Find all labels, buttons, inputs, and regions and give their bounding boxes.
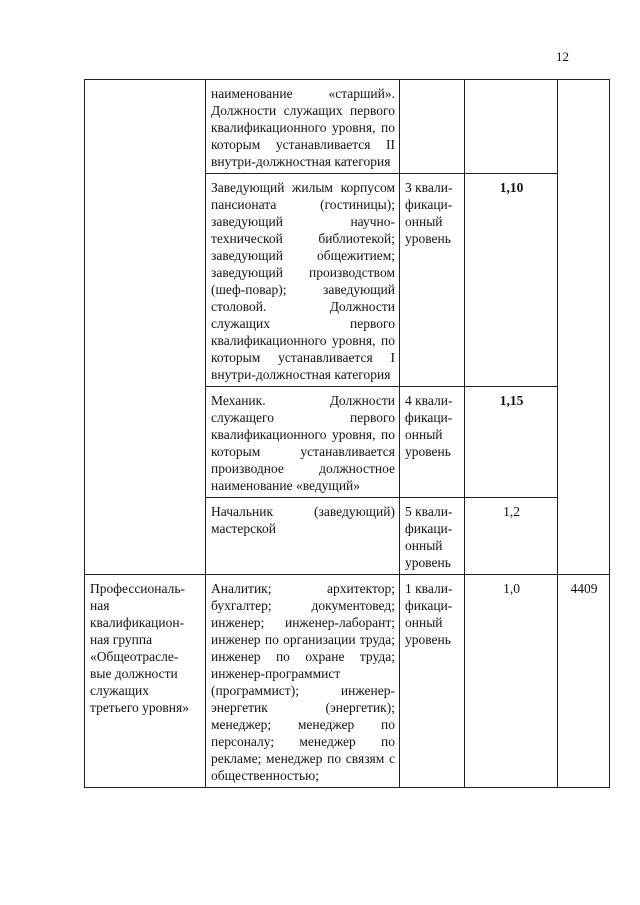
qualification-table [84,79,610,788]
coefficient-cell: 1,15 [465,387,558,498]
positions-cell: Начальник (заведующий) мастерской [206,498,400,575]
positions-cell: Аналитик; архитектор; бухгалтер; документовед; инженер; инженер-лаборант; инженер по организации труда; инженер по охране труда; инженер-программист (программист); инженер-энергетик (энергетик); менеджер; менеджер по персоналу; менеджер по рекламе; менеджер по связям с общественностью; [206,575,400,788]
positions-cell: наименование «старший». Должности служащих первого квалификационного уровня, по которым устанавливается II внутри-должностная категория [206,80,400,174]
positions-cell: Механик. Должности служащего первого квалификационного уровня, по которым устанавливается производное должностное наименование «ведущий» [206,387,400,498]
salary-cell: 4409 [558,575,610,788]
table-row [85,575,610,788]
group-cell-empty [85,80,206,575]
salary-cell-empty [558,80,610,575]
level-cell: 4 квали- фикаци- онный уровень [400,387,465,498]
level-cell: 3 квали- фикаци- онный уровень [400,174,465,387]
page-number: 12 [556,49,569,64]
level-cell [400,80,465,174]
coefficient-cell: 1,2 [465,498,558,575]
coefficient-cell: 1,10 [465,174,558,387]
table-row [85,80,610,174]
coefficient-cell: 1,0 [465,575,558,788]
group-cell: Профессиональ- ная квалификацион- ная группа «Общеотрасле- вые должности служащих третьего уровня» [85,575,206,788]
level-cell: 1 квали- фикаци- онный уровень [400,575,465,788]
coefficient-cell [465,80,558,174]
level-cell: 5 квали- фикаци- онный уровень [400,498,465,575]
positions-cell: Заведующий жилым корпусом пансионата (гостиницы); заведующий научно-технической библиотекой; заведующий общежитием; заведующий производством (шеф-повар); заведующий столовой. Должности служащих первого квалификационного уровня, по которым устанавливается I внутри-должностная категория [206,174,400,387]
